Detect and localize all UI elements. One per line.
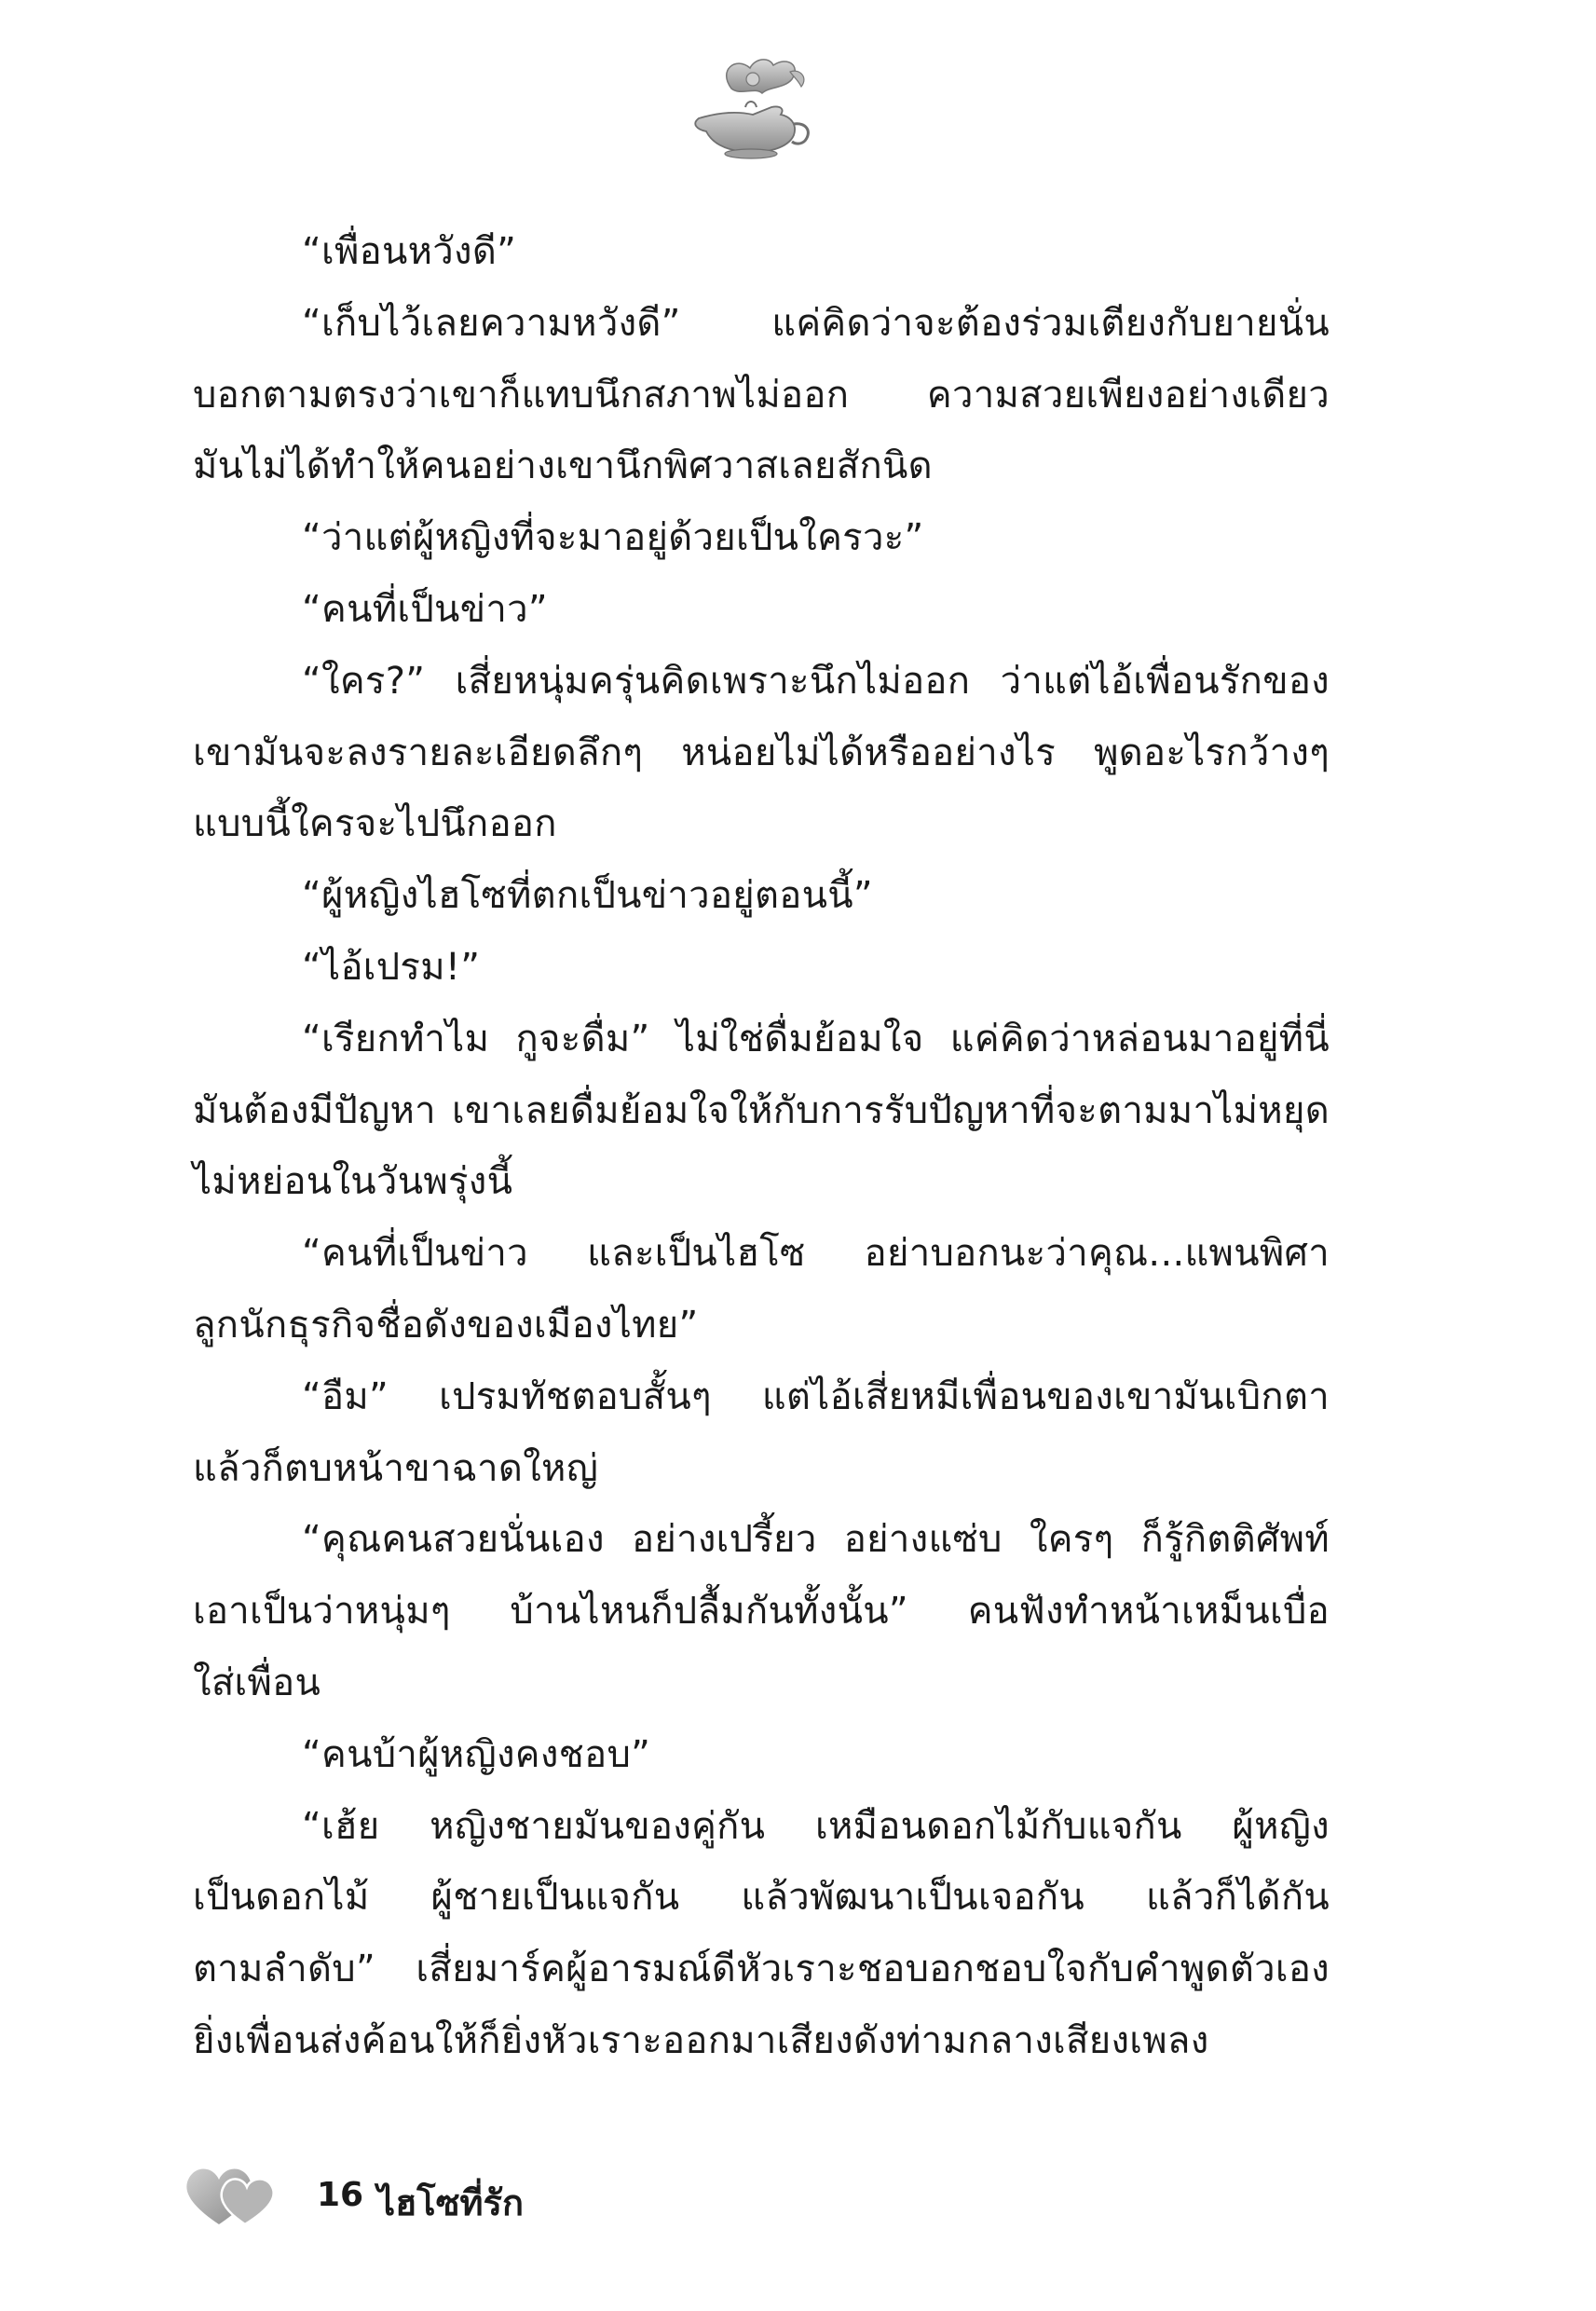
text-line: “ว่าแต่ผู้หญิงที่จะมาอยู่ด้วยเป็นใครวะ” [302, 516, 924, 560]
text-line: “อืม” เปรมทัชตอบสั้นๆ แต่ไอ้เสี่ยหมีเพื่อนของเขามันเบิกตา [302, 1374, 1330, 1418]
text-line: “คุณคนสวยนั่นเอง อย่างเปรี้ยว อย่างแซ่บ ใครๆ ก็รู้กิตติศัพท์ [302, 1518, 1330, 1562]
text-line: เอาเป็นว่าหนุ่มๆ บ้านไหนก็ปลื้มกันทั้งนั้น” คนฟังทำหน้าเหม็นเบื่อ [193, 1590, 1330, 1634]
body-text [193, 216, 1330, 2077]
text-line: “คนบ้าผู้หญิงคงชอบ” [302, 1732, 651, 1776]
text-line: ลูกนักธุรกิจชื่อดังของเมืองไทย” [193, 1303, 699, 1347]
text-line: ไม่หย่อนในวันพรุ่งนี้ [193, 1160, 513, 1204]
text-line: “คนที่เป็นข่าว และเป็นไฮโซ อย่าบอกนะว่าคุณ...แพนพิศา [302, 1232, 1330, 1276]
text-line: “คนที่เป็นข่าว” [302, 587, 548, 631]
text-line: เขามันจะลงรายละเอียดลึกๆ หน่อยไม่ได้หรืออย่างไร พูดอะไรกว้างๆ [193, 731, 1330, 774]
text-line: บอกตามตรงว่าเขาก็แทบนึกสภาพไม่ออก ความสวยเพียงอย่างเดียว [193, 373, 1330, 417]
text-line: “ผู้หญิงไฮโซที่ตกเป็นข่าวอยู่ตอนนี้” [302, 874, 873, 918]
page-number: 16 [317, 2176, 364, 2214]
text-line: ตามลำดับ” เสี่ยมาร์คผู้อารมณ์ดีหัวเราะชอบอกชอบใจกับคำพูดตัวเอง [193, 1948, 1330, 1991]
text-line: ใส่เพื่อน [193, 1661, 321, 1704]
text-line: มันต้องมีปัญหา เขาเลยดื่มย้อมใจให้กับการรับปัญหาที่จะตามมาไม่หยุด [193, 1088, 1330, 1132]
text-line: มันไม่ได้ทำให้คนอย่างเขานึกพิศวาสเลยสักนิด [193, 444, 933, 488]
book-title: ไฮโซที่รัก [377, 2182, 524, 2223]
text-line: “เรียกทำไม กูจะดื่ม” ไม่ใช่ดื่มย้อมใจ แค่คิดว่าหล่อนมาอยู่ที่นี่ [302, 1017, 1330, 1060]
text-line: “เฮ้ย หญิงชายมันของคู่กัน เหมือนดอกไม้กับแจกัน ผู้หญิง [302, 1804, 1330, 1848]
text-line: แล้วก็ตบหน้าขาฉาดใหญ่ [193, 1446, 599, 1490]
text-line: “เก็บไว้เลยความหวังดี” แค่คิดว่าจะต้องร่วมเตียงกับยายนั่น [302, 301, 1330, 345]
text-line: แบบนี้ใครจะไปนึกออก [193, 802, 557, 846]
text-line: ยิ่งเพื่อนส่งค้อนให้ก็ยิ่งหัวเราะออกมาเสียงดังท่ามกลางเสียงเพลง [193, 2018, 1209, 2062]
cupid-teapot-icon [680, 51, 820, 168]
text-line: เป็นดอกไม้ ผู้ชายเป็นแจกัน แล้วพัฒนาเป็นเจอกัน แล้วก็ได้กัน [193, 1876, 1330, 1920]
page-footer [182, 2157, 834, 2241]
text-line: “เพื่อนหวังดี” [302, 230, 517, 273]
hearts-icon [182, 2157, 284, 2232]
text-line: “ไอ้เปรม!” [302, 945, 481, 989]
text-line: “ใคร?” เสี่ยหนุ่มครุ่นคิดเพราะนึกไม่ออก ว่าแต่ไอ้เพื่อนรักของ [302, 659, 1330, 703]
